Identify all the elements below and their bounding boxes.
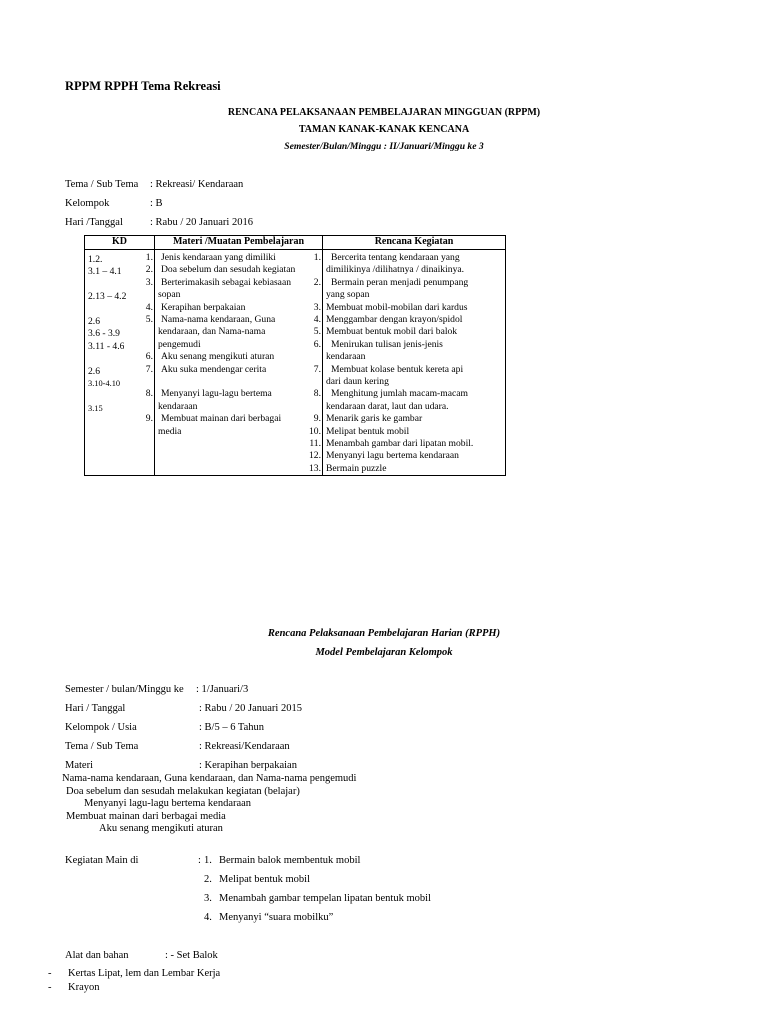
materi-line: Menyanyi lagu-lagu bertema	[161, 388, 272, 400]
kegiatan-item-num: 1.	[204, 855, 212, 866]
kegiatan-line: Membuat mobil-mobilan dari kardus	[326, 301, 468, 313]
kegiatan-number: 11.	[309, 438, 321, 449]
rppm-heading: RENCANA PELAKSANAAN PEMBELAJARAN MINGGUAN (RPPM)	[227, 107, 541, 118]
kd-code: 3.11 - 4.6	[88, 340, 125, 352]
rpph-field-value-hari: : Rabu / 20 Januari 2015	[199, 703, 302, 714]
kegiatan-number: 9.	[313, 413, 321, 425]
field-value-kelompok: : B	[150, 198, 163, 209]
kd-code: 3.1 – 4.1	[88, 266, 122, 278]
kegiatan-number: 7.	[313, 363, 321, 375]
kegiatan-item-num: 4.	[204, 912, 212, 923]
materi-line-5: Aku senang mengikuti aturan	[99, 823, 223, 834]
alat-item: Kertas Lipat, lem dan Lembar Kerja	[68, 968, 221, 979]
kegiatan-line: Menggambar dengan krayon/spidol	[326, 314, 463, 325]
kegiatan-line: kendaraan	[326, 351, 366, 363]
materi-number: 6.	[145, 351, 153, 363]
kegiatan-number: 6.	[313, 338, 321, 350]
document-title: RPPM RPPH Tema Rekreasi	[65, 79, 221, 93]
kd-code: 3.15	[88, 403, 103, 413]
kegiatan-number: 8.	[313, 388, 321, 400]
rpph-field-label-materi: Materi	[65, 760, 93, 771]
materi-line-1: Nama-nama kendaraan, Guna kendaraan, dan Nama-nama pengemudi	[62, 773, 357, 784]
materi-number: 2.	[145, 264, 153, 276]
kegiatan-line: Menirukan tulisan jenis-jenis	[331, 338, 443, 350]
kegiatan-number: 5.	[313, 326, 321, 338]
materi-line: Doa sebelum dan sesudah kegiatan	[161, 264, 296, 276]
rpph-model: Model Pembelajaran Kelompok	[315, 647, 453, 658]
kegiatan-line: Menyanyi lagu bertema kendaraan	[326, 450, 459, 462]
field-label-kelompok: Kelompok	[65, 198, 110, 209]
materi-line: Aku senang mengikuti aturan	[161, 351, 275, 363]
materi-number: 8.	[145, 388, 153, 400]
field-label-tema: Tema / Sub Tema	[65, 179, 139, 190]
kegiatan-number: 10.	[309, 425, 321, 437]
kd-code: 3.6 - 3.9	[88, 328, 120, 340]
kd-code: 2.6	[88, 365, 100, 377]
kd-code: 2.6	[88, 316, 100, 327]
materi-line: kendaraan	[158, 400, 198, 412]
rppm-semester: Semester/Bulan/Minggu : II/Januari/Minggu ke 3	[284, 141, 484, 152]
kegiatan-main-label: Kegiatan Main di	[65, 855, 139, 866]
materi-number: 1.	[145, 252, 153, 263]
kegiatan-number: 4.	[313, 314, 321, 325]
alat-dash: -	[48, 982, 52, 993]
rpph-heading: Rencana Pelaksanaan Pembelajaran Harian (RPPH)	[267, 628, 501, 639]
materi-line-2: Doa sebelum dan sesudah melakukan kegiatan (belajar)	[66, 786, 300, 797]
rppm-table	[84, 235, 506, 476]
materi-number: 9.	[145, 413, 153, 425]
materi-line-4: Membuat mainan dari berbagai media	[66, 811, 226, 822]
materi-line: kendaraan, dan Nama-nama	[158, 326, 266, 338]
kd-code: 3.10-4.10	[88, 379, 121, 388]
kegiatan-item-num: 2.	[204, 874, 212, 885]
field-value-tema: : Rekreasi/ Kendaraan	[150, 179, 244, 190]
kegiatan-line: Menghitung jumlah macam-macam	[331, 388, 468, 400]
materi-line-3: Menyanyi lagu-lagu bertema kendaraan	[84, 798, 252, 809]
kegiatan-item-num: 3.	[204, 893, 212, 904]
kegiatan-item-text: Menyanyi “suara mobilku”	[219, 912, 334, 923]
kegiatan-line: dimilikinya /dilihatnya / dinaikinya.	[326, 264, 465, 276]
materi-number: 3.	[145, 276, 153, 288]
kegiatan-line: Membuat bentuk mobil dari balok	[326, 326, 458, 338]
materi-line: Jenis kendaraan yang dimiliki	[161, 252, 276, 263]
rpph-field-value-kelompok: : B/5 – 6 Tahun	[199, 722, 264, 733]
materi-line: Kerapihan berpakaian	[161, 301, 246, 313]
kegiatan-line: dari daun kering	[326, 376, 389, 387]
school-name: TAMAN KANAK-KANAK KENCANA	[298, 124, 470, 135]
kegiatan-number: 13.	[309, 462, 321, 474]
kd-code: 2.13 – 4.2	[88, 291, 127, 303]
kegiatan-line: kendaraan darat, laut dan udara.	[326, 400, 449, 412]
kegiatan-item-text: Melipat bentuk mobil	[219, 874, 310, 885]
rpph-semester-value: : 1/Januari/3	[196, 684, 249, 695]
kegiatan-line: Membuat kolase bentuk kereta api	[331, 363, 464, 375]
kegiatan-line: Bermain puzzle	[326, 462, 387, 474]
kegiatan-item-text: Menambah gambar tempelan lipatan bentuk mobil	[219, 893, 431, 904]
kegiatan-line: Menambah gambar dari lipatan mobil.	[326, 438, 474, 449]
kegiatan-number: 1.	[313, 252, 321, 263]
rpph-field-label-kelompok: Kelompok / Usia	[65, 722, 137, 733]
kegiatan-line: Bermain peran menjadi penumpang	[331, 276, 469, 288]
rpph-semester-label: Semester / bulan/Minggu ke	[65, 684, 184, 695]
kd-code: 1.2.	[88, 254, 103, 265]
kegiatan-item-text: Bermain balok membentuk mobil	[219, 855, 361, 866]
rpph-field-value-tema: : Rekreasi/Kendaraan	[199, 741, 290, 752]
alat-label: Alat dan bahan	[65, 950, 129, 961]
materi-number: 4.	[145, 301, 153, 313]
alat-item: Krayon	[68, 982, 100, 993]
materi-line: Membuat mainan dari berbagai	[161, 413, 282, 425]
kegiatan-main-colon: :	[198, 855, 201, 866]
field-label-hari: Hari /Tanggal	[65, 217, 123, 228]
kegiatan-number: 2.	[313, 276, 321, 288]
materi-line: Nama-nama kendaraan, Guna	[161, 314, 276, 325]
kegiatan-number: 12.	[309, 450, 321, 462]
materi-number: 5.	[145, 314, 153, 325]
field-value-hari: : Rabu / 20 Januari 2016	[150, 217, 253, 228]
alat-value: : - Set Balok	[165, 950, 218, 961]
kegiatan-line: Bercerita tentang kendaraan yang	[331, 252, 460, 263]
kegiatan-line: Menarik garis ke gambar	[326, 413, 423, 425]
rpph-field-value-materi: : Kerapihan berpakaian	[199, 760, 297, 771]
materi-line: Berterimakasih sebagai kebiasaan	[161, 276, 291, 288]
materi-line: Aku suka mendengar cerita	[161, 363, 267, 375]
materi-line: sopan	[158, 289, 181, 301]
materi-line: pengemudi	[158, 338, 201, 350]
table-header-materi: Materi /Muatan Pembelajaran	[155, 236, 323, 250]
kegiatan-line: yang sopan	[326, 289, 370, 301]
materi-line: media	[158, 425, 182, 437]
materi-number: 7.	[145, 363, 153, 375]
table-header-kd: KD	[85, 236, 155, 250]
alat-dash: -	[48, 968, 52, 979]
rpph-field-label-hari: Hari / Tanggal	[65, 703, 126, 714]
kegiatan-number: 3.	[313, 301, 321, 313]
rpph-field-label-tema: Tema / Sub Tema	[65, 741, 139, 752]
table-header-kegiatan: Rencana Kegiatan	[323, 236, 506, 250]
kegiatan-line: Melipat bentuk mobil	[326, 425, 410, 437]
